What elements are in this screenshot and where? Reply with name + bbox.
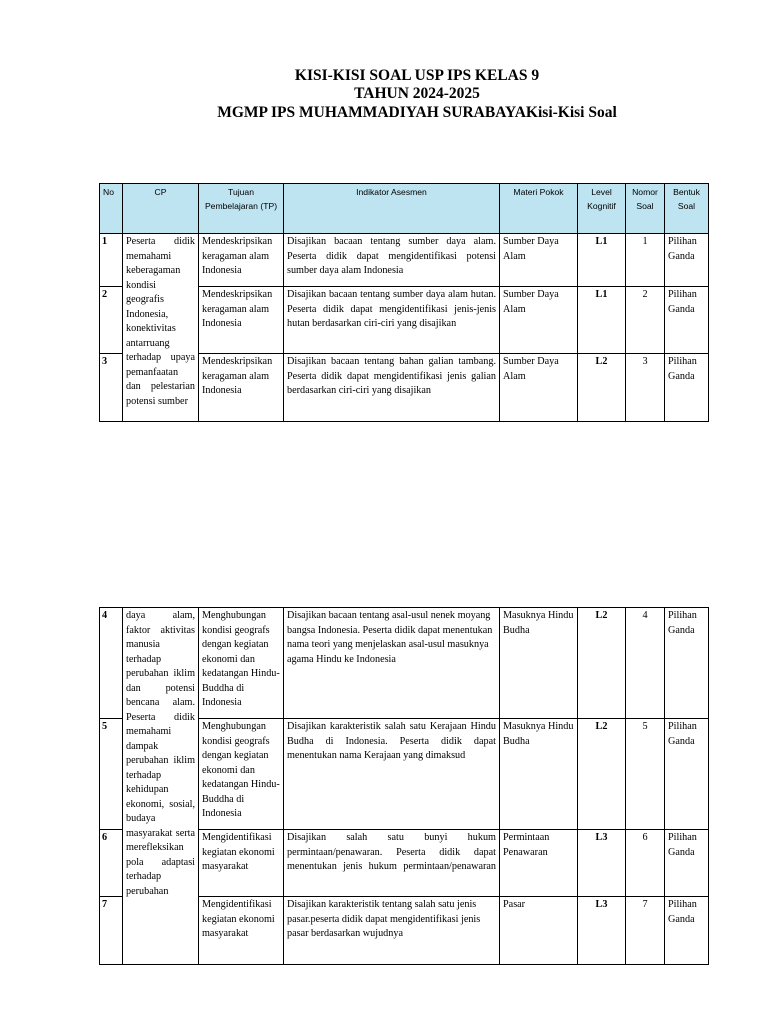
indikator-cell: Disajikan bacaan tentang bahan galian tambang. Peserta didik dapat mengidentifikasi jenis galian berdasarkan ciri-ciri yang disajikan — [284, 354, 500, 422]
row-no: 3 — [100, 354, 123, 422]
row-no: 7 — [100, 897, 123, 965]
materi-cell: Permintaan Penawaran — [500, 830, 578, 897]
nomor-cell: 6 — [626, 830, 665, 897]
tp-cell: Mendeskripsikan keragaman alam Indonesia — [199, 287, 284, 354]
materi-cell: Masuknya Hindu Budha — [500, 608, 578, 719]
level-cell: L2 — [578, 354, 626, 422]
bentuk-cell: Pilihan Ganda — [665, 830, 709, 897]
nomor-cell: 3 — [626, 354, 665, 422]
bentuk-cell: Pilihan Ganda — [665, 287, 709, 354]
table-row — [100, 608, 709, 719]
level-cell: L1 — [578, 287, 626, 354]
level-cell: L2 — [578, 608, 626, 719]
bentuk-cell: Pilihan Ganda — [665, 234, 709, 287]
doc-title-line2: TAHUN 2024-2025 — [354, 85, 480, 102]
row-no: 6 — [100, 830, 123, 897]
tp-cell: Menghubungan kondisi geografs dengan kegiatan ekonomi dan kedatangan Hindu-Buddha di Indonesia — [199, 719, 284, 830]
materi-cell: Sumber Daya Alam — [500, 287, 578, 354]
indikator-cell: Disajikan salah satu bunyi hukum permintaan/penawaran. Peserta didik dapat menentukan jenis hukum permintaan/penawaran — [284, 830, 500, 897]
materi-cell: Pasar — [500, 897, 578, 965]
tp-cell: Mengidentifikasi kegiatan ekonomi masyarakat — [199, 830, 284, 897]
bentuk-cell: Pilihan Ganda — [665, 719, 709, 830]
row-no: 4 — [100, 608, 123, 719]
table-row — [100, 234, 709, 287]
col-header-materi: Materi Pokok — [500, 184, 578, 234]
cp-cell: daya alam, faktor aktivitas manusia terhadap perubahan iklim dan potensi bencana alam. Peserta didik memahami dampak perubahan iklim terhadap kehidupan ekonomi, sosial, budaya masyarakat serta merefleksikan pola adaptasi terhadap perubahan — [123, 608, 199, 965]
tp-cell: Mengidentifikasi kegiatan ekonomi masyarakat — [199, 897, 284, 965]
nomor-cell: 1 — [626, 234, 665, 287]
indikator-cell: Disajikan karakteristik tentang salah satu jenis pasar.peserta didik dapat mengidentifikasi jenis pasar berdasarkan wujudnya — [284, 897, 500, 965]
indikator-cell: Disajikan bacaan tentang sumber daya alam hutan. Peserta didik dapat mengidentifikasi jenis-jenis hutan berdasarkan ciri-ciri yang disajikan — [284, 287, 500, 354]
doc-title-line1: KISI-KISI SOAL USP IPS KELAS 9 — [294, 67, 540, 84]
nomor-cell: 5 — [626, 719, 665, 830]
col-header-no: No — [100, 184, 123, 234]
col-header-nomor: Nomor Soal — [626, 184, 665, 234]
materi-cell: Sumber Daya Alam — [500, 354, 578, 422]
indikator-cell: Disajikan bacaan tentang asal-usul nenek moyang bangsa Indonesia. Peserta didik dapat menentukan nama teori yang menjelaskan asal-usul masuknya agama Hindu ke Indonesia — [284, 608, 500, 719]
tp-cell: Mendeskripsikan keragaman alam Indonesia — [199, 354, 284, 422]
col-header-level: Level Kognitif — [578, 184, 626, 234]
indikator-cell: Disajikan bacaan tentang sumber daya alam. Peserta didik dapat mengidentifikasi potensi sumber daya alam Indonesia — [284, 234, 500, 287]
col-header-bentuk: Bentuk Soal — [665, 184, 709, 234]
materi-cell: Sumber Daya Alam — [500, 234, 578, 287]
doc-title-line3: MGMP IPS MUHAMMADIYAH SURABAYAKisi-Kisi Soal — [217, 104, 617, 121]
row-no: 1 — [100, 234, 123, 287]
level-cell: L3 — [578, 897, 626, 965]
col-header-cp: CP — [123, 184, 199, 234]
col-header-indikator: Indikator Asesmen — [284, 184, 500, 234]
nomor-cell: 7 — [626, 897, 665, 965]
bentuk-cell: Pilihan Ganda — [665, 608, 709, 719]
kisi-kisi-table-1 — [99, 183, 709, 422]
col-header-tp: Tujuan Pembelajaran (TP) — [199, 184, 284, 234]
nomor-cell: 4 — [626, 608, 665, 719]
level-cell: L3 — [578, 830, 626, 897]
nomor-cell: 2 — [626, 287, 665, 354]
indikator-cell: Disajikan karakteristik salah satu Kerajaan Hindu Budha di Indonesia. Peserta didik dapat menentukan nama Kerajaan yang dimaksud — [284, 719, 500, 830]
materi-cell: Masuknya Hindu Budha — [500, 719, 578, 830]
cp-cell: Peserta didik memahami keberagaman kondisi geografis Indonesia, konektivitas antarruang terhadap upaya pemanfaatan dan pelestarian potensi sumber — [123, 234, 199, 422]
bentuk-cell: Pilihan Ganda — [665, 897, 709, 965]
tp-cell: Mendeskripsikan keragaman alam Indonesia — [199, 234, 284, 287]
tp-cell: Menghubungan kondisi geografs dengan kegiatan ekonomi dan kedatangan Hindu-Buddha di Indonesia — [199, 608, 284, 719]
level-cell: L1 — [578, 234, 626, 287]
bentuk-cell: Pilihan Ganda — [665, 354, 709, 422]
level-cell: L2 — [578, 719, 626, 830]
row-no: 2 — [100, 287, 123, 354]
kisi-kisi-table-2 — [99, 607, 709, 965]
row-no: 5 — [100, 719, 123, 830]
